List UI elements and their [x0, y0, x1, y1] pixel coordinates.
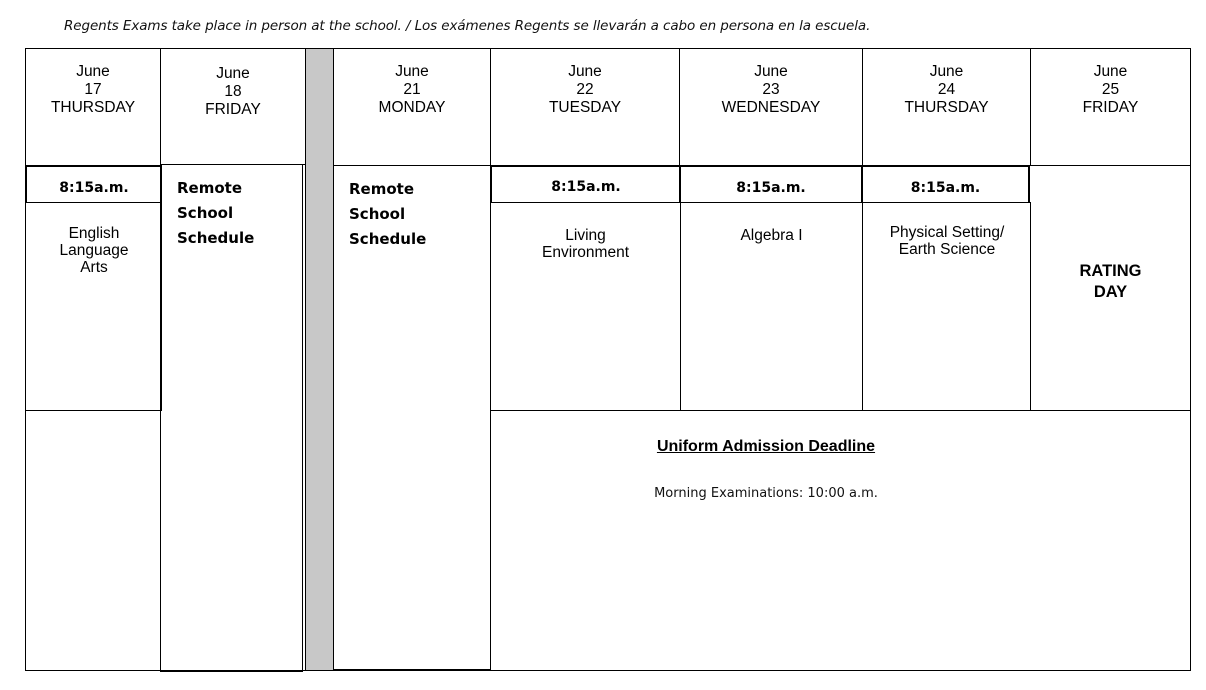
- day-header-june-17: [26, 49, 161, 166]
- subject-line: Environment: [541, 244, 629, 261]
- day-date: 24: [937, 81, 956, 98]
- rating-line: RATING: [1079, 262, 1142, 280]
- header-note: Regents Exams take place in person at the school. / Los exámenes Regents se llevarán a cabo en persona en la escuela.: [64, 18, 871, 34]
- day-header-june-23: [680, 49, 863, 166]
- day-header-june-18: [161, 49, 305, 165]
- day-weekday: THURSDAY: [50, 99, 136, 116]
- exam-time-june-24: 8:15a.m.: [862, 165, 1030, 203]
- day-weekday: THURSDAY: [904, 99, 989, 116]
- remote-line: School: [177, 204, 234, 222]
- day-date: 23: [762, 81, 780, 98]
- day-date: 21: [403, 81, 421, 98]
- remote-schedule-june-18: [160, 164, 303, 672]
- day-month: June: [76, 63, 110, 80]
- exam-time-june-17: 8:15a.m.: [26, 165, 162, 203]
- exam-time-june-22: 8:15a.m.: [491, 166, 681, 203]
- day-date: 25: [1101, 81, 1120, 98]
- day-month: June: [929, 63, 964, 80]
- exam-subject-ela: [26, 225, 162, 276]
- subject-line: Language: [59, 242, 129, 259]
- empty-cell-june-17: [26, 411, 161, 670]
- exam-subject-living-environment: [491, 227, 680, 261]
- rating-line: DAY: [1093, 283, 1128, 301]
- morning-examinations-note: Morning Examinations: 10:00 a.m.: [654, 486, 878, 501]
- subject-line: English: [68, 225, 120, 242]
- uniform-admission-deadline: Uniform Admission Deadline: [656, 438, 876, 455]
- exam-subject-earth-science: [863, 224, 1031, 258]
- day-month: June: [1093, 63, 1128, 80]
- day-header-june-22: [491, 49, 680, 166]
- weekend-divider: [305, 49, 334, 670]
- exam-subject-algebra: Algebra I: [740, 227, 803, 244]
- subject-line: Living: [565, 227, 606, 244]
- day-weekday: TUESDAY: [548, 99, 622, 116]
- day-date: 17: [84, 81, 102, 98]
- remote-schedule-june-21: [333, 165, 491, 670]
- subject-line: Physical Setting/: [889, 224, 1005, 241]
- subject-line: Earth Science: [898, 241, 996, 258]
- rating-day-label: [1031, 261, 1190, 303]
- day-weekday: FRIDAY: [205, 101, 261, 118]
- day-month: June: [395, 63, 429, 80]
- exam-time-june-23: 8:15a.m.: [679, 165, 863, 203]
- day-date: 18: [224, 83, 242, 100]
- day-month: June: [568, 63, 602, 80]
- day-header-june-25: [1031, 49, 1190, 166]
- remote-line: Schedule: [177, 229, 255, 247]
- subject-line: Arts: [80, 259, 108, 276]
- day-weekday: WEDNESDAY: [721, 99, 821, 116]
- day-weekday: MONDAY: [378, 99, 446, 116]
- day-month: June: [216, 65, 250, 82]
- day-header-june-21: [334, 49, 491, 166]
- remote-line: School: [349, 205, 406, 223]
- remote-line: Schedule: [349, 230, 427, 248]
- remote-line: Remote: [349, 180, 415, 198]
- day-month: June: [754, 63, 788, 80]
- day-header-june-24: [863, 49, 1031, 166]
- remote-line: Remote: [177, 179, 243, 197]
- day-weekday: FRIDAY: [1082, 99, 1139, 116]
- day-date: 22: [576, 81, 594, 98]
